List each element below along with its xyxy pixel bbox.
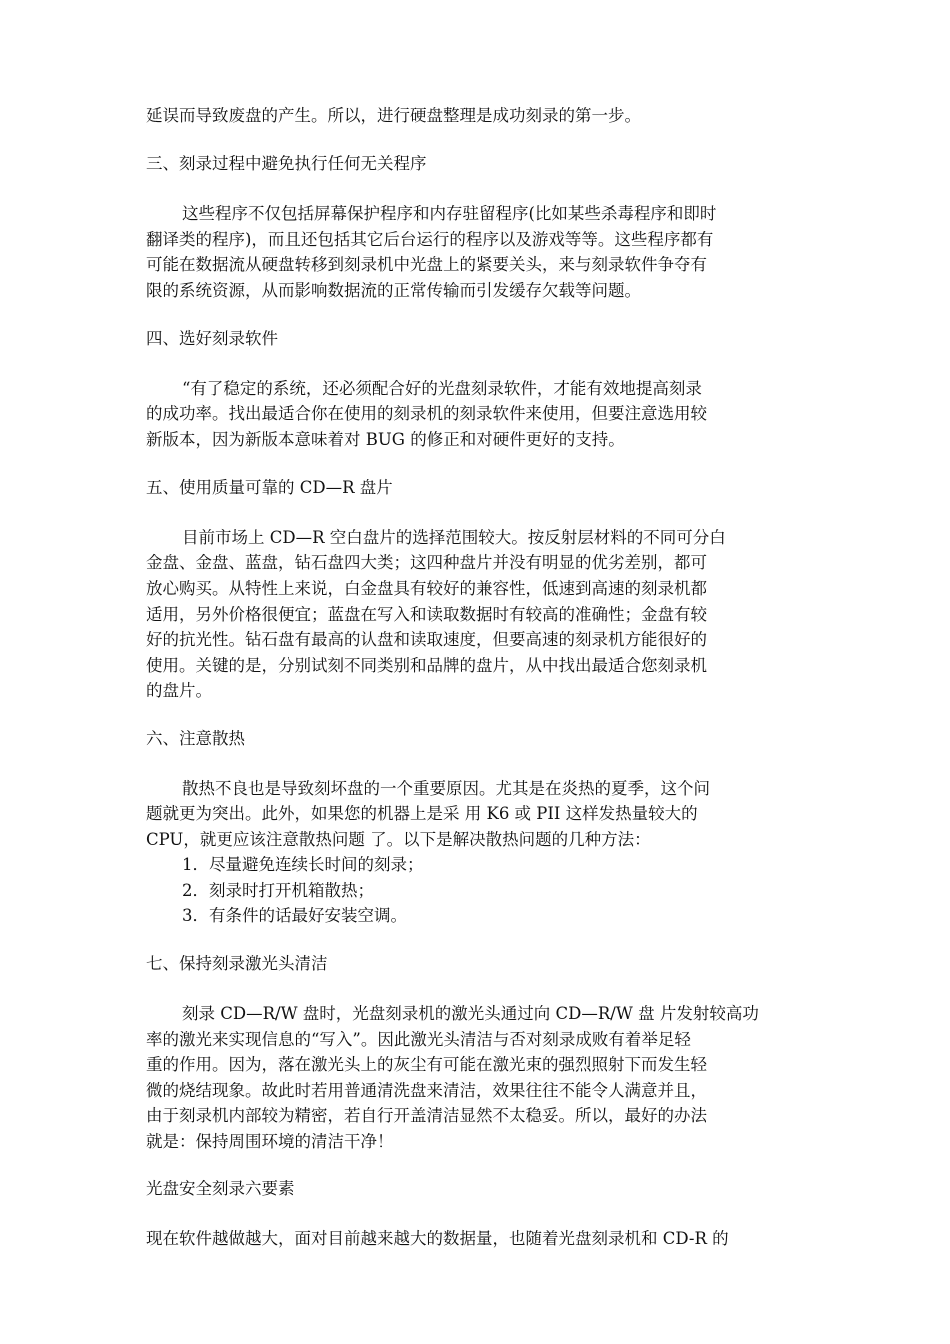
paragraph-line: 适用，另外价格很便宜；蓝盘在写入和读取数据时有较高的准确性；金盘有较	[146, 605, 707, 624]
paragraph-line: 现在软件越做越大，面对目前越来越大的数据量，也随着光盘刻录机和 CD-R 的	[146, 1229, 729, 1248]
paragraph-line: 就是：保持周围环境的清洁干净！	[146, 1132, 394, 1151]
paragraph-line: 目前市场上 CD—R 空白盘片的选择范围较大。按反射层材料的不同可分白	[182, 528, 726, 547]
paragraph-line: 的成功率。找出最适合你在使用的刻录机的刻录软件来使用，但要注意选用较	[146, 404, 707, 423]
section-heading: 七、保持刻录激光头清洁	[146, 954, 328, 973]
paragraph-line: 延误而导致废盘的产生。所以，进行硬盘整理是成功刻录的第一步。	[146, 106, 641, 125]
paragraph-line: 新版本，因为新版本意味着对 BUG 的修正和对硬件更好的支持。	[146, 430, 625, 449]
section-heading: 四、选好刻录软件	[146, 329, 278, 348]
paragraph-line: 重的作用。因为，落在激光头上的灰尘有可能在激光束的强烈照射下而发生轻	[146, 1055, 707, 1074]
paragraph-line: 好的抗光性。钻石盘有最高的认盘和读取速度，但要高速的刻录机方能很好的	[146, 630, 707, 649]
paragraph-line: CPU，就更应该注意散热问题 了。以下是解决散热问题的几种方法：	[146, 830, 651, 849]
paragraph-line: 的盘片。	[146, 681, 212, 700]
list-item: 1．尽量避免连续长时间的刻录；	[182, 855, 424, 874]
paragraph-line: 散热不良也是导致刻坏盘的一个重要原因。尤其是在炎热的夏季，这个问	[182, 779, 710, 798]
paragraph-line: 金盘、金盘、蓝盘，钻石盘四大类；这四种盘片并没有明显的优劣差别，都可	[146, 553, 707, 572]
list-item: 3．有条件的话最好安装空调。	[182, 906, 407, 925]
paragraph-line: 率的激光来实现信息的“写入”。因此激光头清洁与否对刻录成败有着举足轻	[146, 1030, 691, 1049]
section-heading: 五、使用质量可靠的 CD—R 盘片	[146, 478, 393, 497]
article-title: 光盘安全刻录六要素	[146, 1179, 295, 1198]
section-heading: 六、注意散热	[146, 729, 245, 748]
paragraph-line: 可能在数据流从硬盘转移到刻录机中光盘上的紧要关头，来与刻录软件争夺有	[146, 255, 707, 274]
paragraph-line: “有了稳定的系统，还必须配合好的光盘刻录软件，才能有效地提高刻录	[182, 379, 702, 398]
paragraph-line: 翻译类的程序)，而且还包括其它后台运行的程序以及游戏等等。这些程序都有	[146, 230, 714, 249]
section-heading: 三、刻录过程中避免执行任何无关程序	[146, 154, 427, 173]
paragraph-line: 微的烧结现象。故此时若用普通清洗盘来清洁，效果往往不能令人满意并且，	[146, 1081, 707, 1100]
paragraph-line: 刻录 CD—R/W 盘时，光盘刻录机的激光头通过向 CD—R/W 盘 片发射较高功	[182, 1004, 759, 1023]
paragraph-line: 使用。关键的是，分别试刻不同类别和品牌的盘片，从中找出最适合您刻录机	[146, 656, 707, 675]
paragraph-line: 放心购买。从特性上来说，白金盘具有较好的兼容性，低速到高速的刻录机都	[146, 579, 707, 598]
list-item: 2．刻录时打开机箱散热；	[182, 881, 374, 900]
paragraph-line: 由于刻录机内部较为精密，若自行开盖清洁显然不太稳妥。所以，最好的办法	[146, 1106, 707, 1125]
paragraph-line: 这些程序不仅包括屏幕保护程序和内存驻留程序(比如某些杀毒程序和即时	[182, 204, 717, 223]
paragraph-line: 题就更为突出。此外，如果您的机器上是采 用 K6 或 PII 这样发热量较大的	[146, 804, 698, 823]
paragraph-line: 限的系统资源，从而影响数据流的正常传输而引发缓存欠载等问题。	[146, 281, 641, 300]
